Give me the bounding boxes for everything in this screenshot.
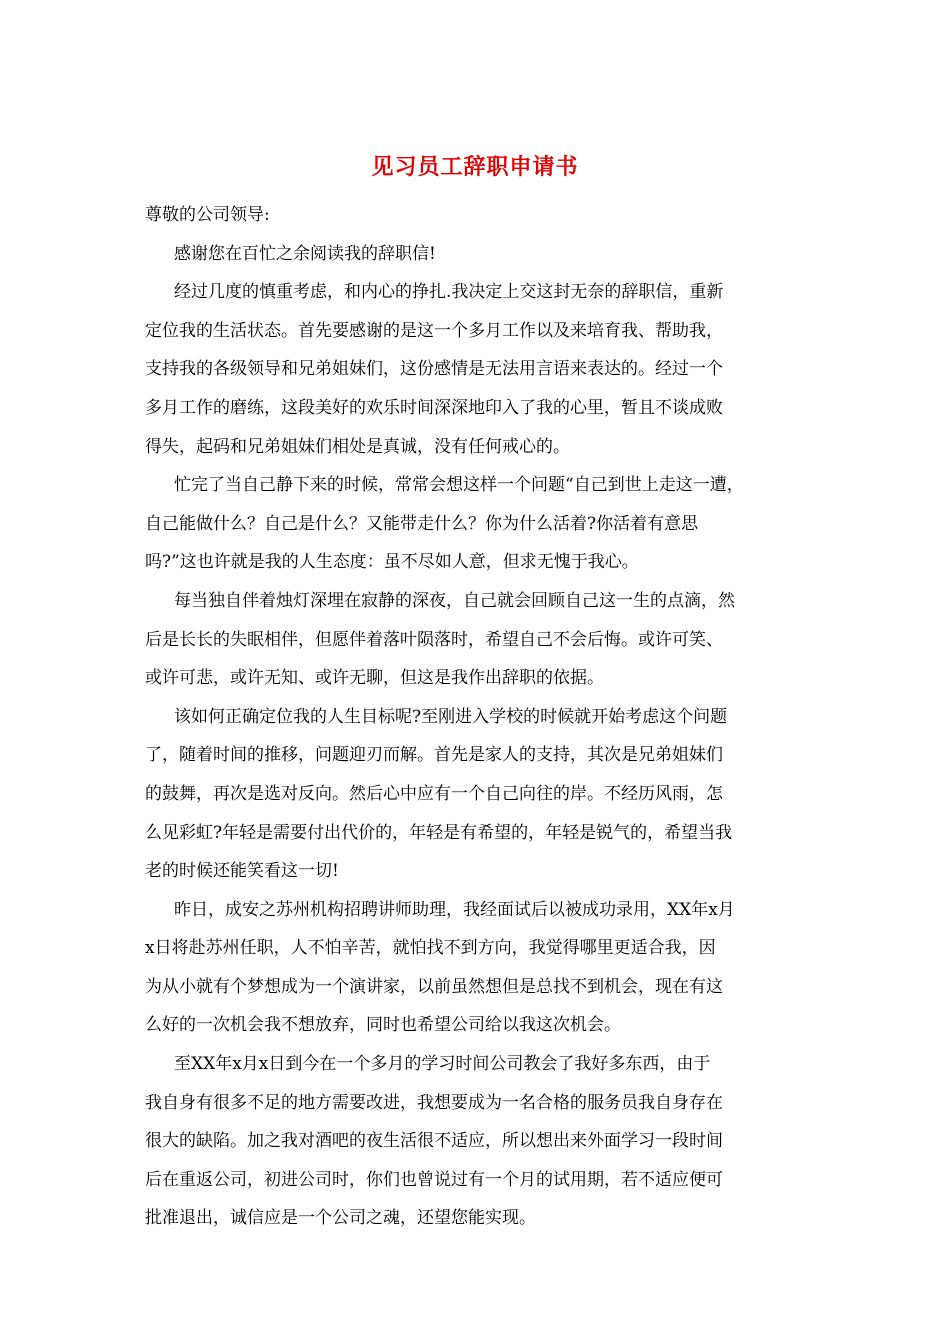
text-line: 为从小就有个梦想成为一个演讲家，以前虽然想但是总找不到机会，现在有这: [145, 976, 723, 997]
text-line: 后是长长的失眠相伴，但愿伴着落叶陨落时，希望自己不会后悔。或许可笑、: [145, 629, 723, 650]
text-line: 该如何正确定位我的人生目标呢?至刚进入学校的时候就开始考虑这个问题: [174, 706, 728, 727]
text-line: 忙完了当自己静下来的时候，常常会想这样一个问题“自己到世上走这一遭，: [174, 475, 744, 496]
text-line: 吗?”这也许就是我的人生态度：虽不尽如人意，但求无愧于我心。: [145, 552, 639, 573]
text-line: 昨日，成安之苏州机构招聘讲师助理，我经面试后以被成功录用，XX年x月: [174, 899, 735, 920]
text-line: 的鼓舞，再次是选对反向。然后心中应有一个自己向往的岸。不经历风雨，怎: [145, 783, 723, 804]
text-line: 老的时候还能笑看这一切!: [145, 861, 339, 882]
text-line: 或许可悲，或许无知、或许无聊，但这是我作出辞职的依据。: [145, 668, 604, 689]
text-line: 至XX年x月x日到今在一个多月的学习时间公司教会了我好多东西，由于: [174, 1054, 711, 1075]
text-line: x日将赴苏州任职，人不怕辛苦，就怕找不到方向，我觉得哪里更适合我，因: [145, 938, 716, 959]
text-line: 经过几度的慎重考虑，和内心的挣扎.我决定上交这封无奈的辞职信，重新: [174, 282, 724, 303]
text-line: 支持我的各级领导和兄弟姐妹们，这份感情是无法用言语来表达的。经过一个: [145, 359, 723, 380]
text-line: 每当独自伴着烛灯深埋在寂静的深夜，自己就会回顾自己这一生的点滴，然: [174, 590, 735, 611]
text-line: 得失，起码和兄弟姐妹们相处是真诚，没有任何戒心的。: [145, 436, 570, 457]
document-body: [145, 196, 810, 1238]
text-line: 了，随着时间的推移，问题迎刃而解。首先是家人的支持，其次是兄弟姐妹们: [145, 745, 723, 766]
text-line: 批准退出，诚信应是一个公司之魂，还望您能实现。: [145, 1208, 536, 1229]
text-line: 很大的缺陷。加之我对酒吧的夜生活很不适应，所以想出来外面学习一段时间: [145, 1131, 723, 1152]
text-line: 自己能做什么？自己是什么？又能带走什么？你为什么活着?你活着有意思: [145, 513, 699, 534]
text-line: 感谢您在百忙之余阅读我的辞职信!: [174, 243, 436, 264]
text-line: 我自身有很多不足的地方需要改进，我想要成为一名合格的服务员我自身存在: [145, 1092, 723, 1113]
text-line: 多月工作的磨练，这段美好的欢乐时间深深地印入了我的心里，暂且不谈成败: [145, 397, 723, 418]
text-line: 定位我的生活状态。首先要感谢的是这一个多月工作以及来培育我、帮助我，: [145, 320, 723, 341]
text-line: 后在重返公司，初进公司时，你们也曾说过有一个月的试用期，若不适应便可: [145, 1169, 723, 1190]
text-line: 么好的一次机会我不想放弃，同时也希望公司给以我这次机会。: [145, 1015, 621, 1036]
text-line: 么见彩虹?年轻是需要付出代价的，年轻是有希望的，年轻是锐气的，希望当我: [145, 822, 733, 843]
text-line: 尊敬的公司领导:: [145, 205, 270, 225]
document-title: 见习员工辞职申请书: [371, 154, 579, 180]
